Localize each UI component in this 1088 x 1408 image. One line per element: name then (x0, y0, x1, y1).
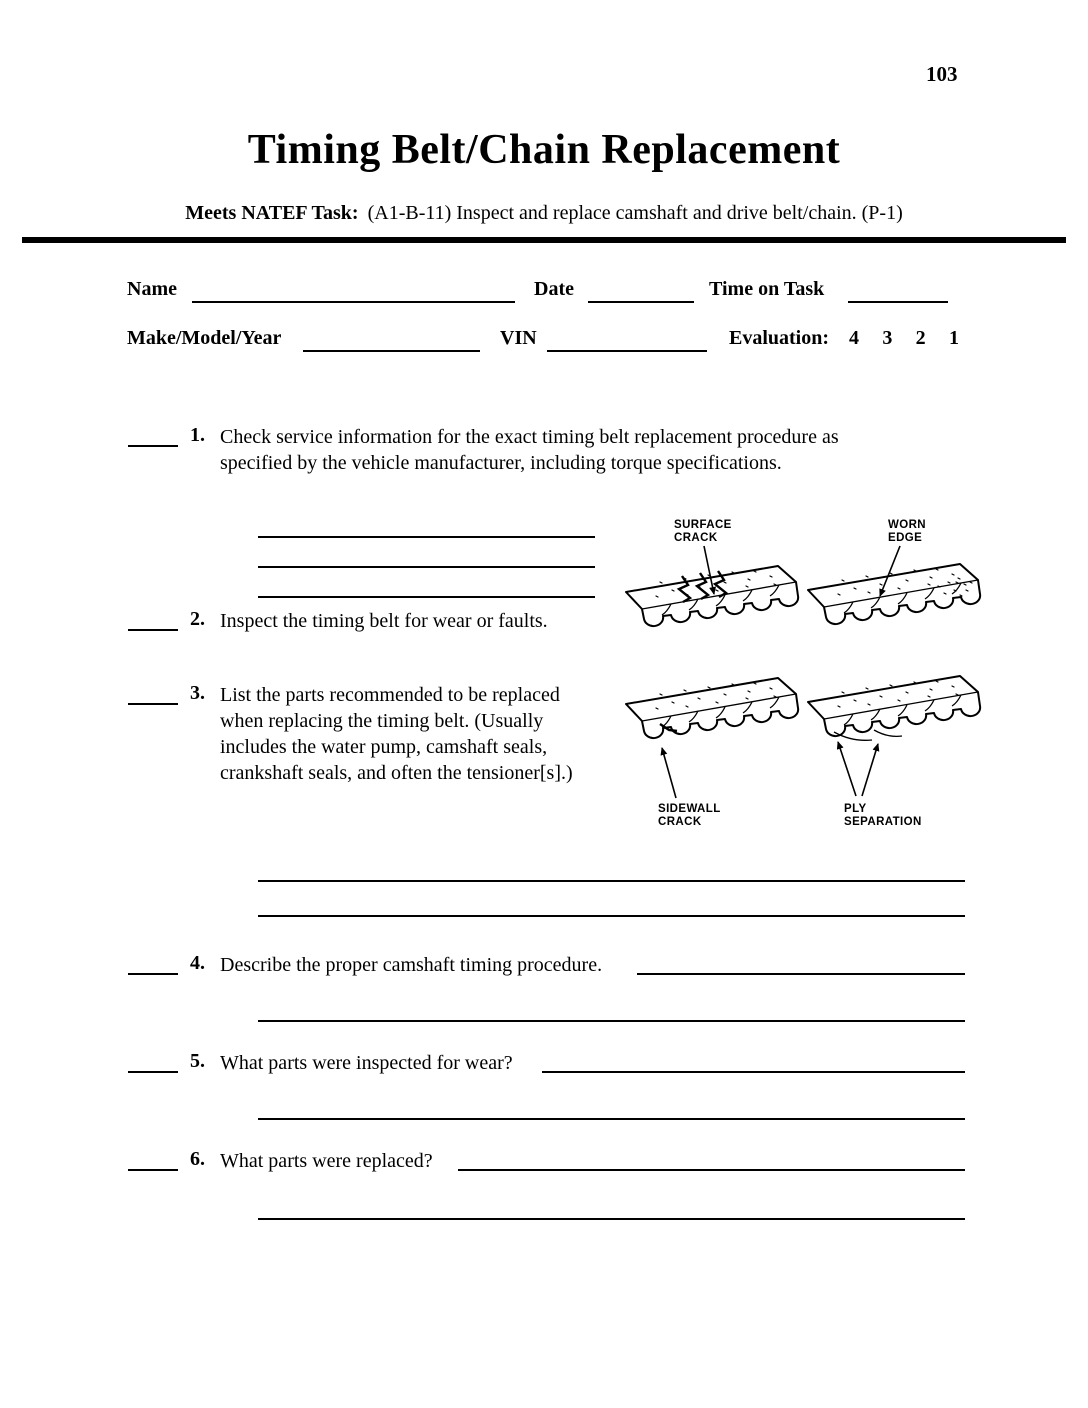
evaluation-score-3: 3 (882, 327, 893, 349)
task-2-text: Inspect the timing belt for wear or faults. (220, 610, 548, 632)
answer-line (258, 1020, 965, 1022)
belt-sidewall-crack (626, 678, 798, 738)
figure-label-worn-2: EDGE (888, 532, 923, 544)
task-5-answer-blank (542, 1071, 965, 1073)
task-4-number: 4. (190, 952, 205, 974)
ply-separation-arrow-right (862, 744, 878, 796)
timing-belt-wear-figure (612, 498, 992, 843)
task-5-text: What parts were inspected for wear? (220, 1052, 513, 1074)
date-label: Date (534, 278, 574, 300)
page-title: Timing Belt/Chain Replacement (247, 127, 841, 173)
name-blank (192, 301, 515, 303)
date-blank (588, 301, 694, 303)
evaluation-score-4: 4 (849, 327, 859, 349)
task-6-check-blank (128, 1169, 178, 1171)
answer-line (258, 1218, 965, 1220)
vin-blank (547, 350, 707, 352)
figure-label-worn: WORN (888, 519, 927, 531)
time-on-task-label: Time on Task (709, 278, 825, 300)
task-1-number: 1. (190, 424, 205, 446)
page-number: 103 (926, 62, 958, 86)
ply-separation-arrow-left (838, 742, 856, 796)
answer-line (258, 536, 595, 538)
answer-line (258, 1118, 965, 1120)
task-1-text: Check service information for the exact timing belt replacement procedure as specified by the vehicle manufacturer, including torque specifications. (220, 426, 839, 474)
make-model-year-blank (303, 350, 480, 352)
task-1-check-blank (128, 445, 178, 447)
natef-text: (A1-B-11) Inspect and replace camshaft and drive belt/chain. (P-1) (367, 202, 903, 224)
divider-rule (22, 237, 1066, 243)
belt-surface-crack (626, 566, 798, 626)
figure-label-ply-2: SEPARATION (844, 816, 922, 828)
answer-line (258, 596, 595, 598)
figure-label-surface-2: CRACK (674, 532, 718, 544)
answer-line (258, 915, 965, 917)
task-6-number: 6. (190, 1148, 205, 1170)
figure-label-sidewall: SIDEWALL (658, 803, 721, 815)
belt-ply-separation (808, 676, 980, 740)
task-3-text: List the parts recommended to be replaced when replacing the timing belt. (Usually includes the water pump, camshaft seals, crankshaft seals, and often the tensioner[s].) (220, 684, 573, 784)
time-on-task-blank (848, 301, 948, 303)
evaluation-score-2: 2 (915, 327, 926, 349)
evaluation-scores (849, 327, 959, 350)
name-label: Name (127, 278, 177, 300)
task-5-number: 5. (190, 1050, 205, 1072)
figure-label-ply: PLY (844, 803, 867, 815)
task-4-answer-blank (637, 973, 965, 975)
evaluation-label: Evaluation: (729, 327, 830, 349)
sidewall-crack-arrow (662, 748, 676, 798)
task-4-check-blank (128, 973, 178, 975)
task-3-check-blank (128, 703, 178, 705)
natef-label: Meets NATEF Task: (185, 202, 359, 224)
make-model-year-label: Make/Model/Year (127, 327, 282, 349)
natef-task-line (0, 202, 1088, 225)
answer-line (258, 566, 595, 568)
vin-label: VIN (500, 327, 537, 349)
task-6-answer-blank (458, 1169, 965, 1171)
task-2-number: 2. (190, 608, 205, 630)
task-2-check-blank (128, 629, 178, 631)
task-6-text: What parts were replaced? (220, 1150, 433, 1172)
figure-label-surface: SURFACE (674, 519, 732, 531)
task-4-text: Describe the proper camshaft timing procedure. (220, 954, 603, 976)
answer-line (258, 880, 965, 882)
figure-label-sidewall-2: CRACK (658, 816, 702, 828)
belt-worn-edge (808, 564, 980, 624)
task-3-number: 3. (190, 682, 205, 704)
evaluation-score-1: 1 (948, 327, 959, 349)
task-5-check-blank (128, 1071, 178, 1073)
